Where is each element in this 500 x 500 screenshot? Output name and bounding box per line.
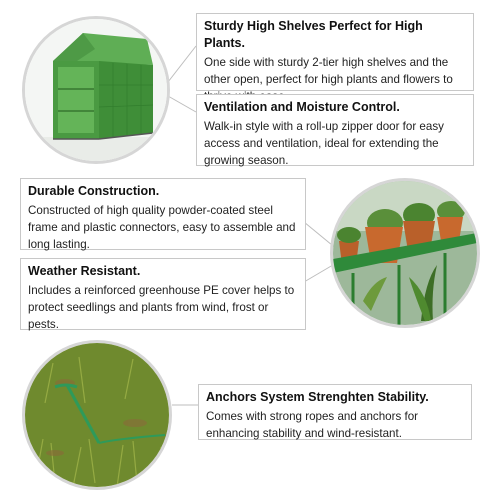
feature-text: Walk-in style with a roll-up zipper door for easy access and ventilation, ideal for extending the growing season. — [204, 120, 444, 167]
feature-card-weather — [20, 258, 306, 330]
feature-card-anchors — [198, 384, 472, 440]
anchor-grass-photo — [22, 340, 172, 490]
shelf-plants-photo — [330, 178, 480, 328]
feature-card-ventilation — [196, 94, 474, 166]
feature-text: Includes a reinforced greenhouse PE cover helps to protect seedlings and plants from wind, frost or pests. — [28, 284, 295, 331]
feature-title: Anchors System Strenghten Stability. — [206, 390, 429, 404]
feature-title: Weather Resistant. — [28, 264, 141, 278]
greenhouse-photo — [22, 16, 170, 164]
feature-card-construction — [20, 178, 306, 250]
feature-text: One side with sturdy 2-tier high shelves and the other open, perfect for high plants and flowers to — [204, 56, 453, 86]
feature-text: Comes with strong ropes and anchors for enhancing stability and wind-resistant. — [206, 410, 419, 440]
feature-text: Constructed of high quality powder-coated steel frame and plastic connectors, easy to assemble and long lasting. — [28, 204, 296, 251]
feature-title: Ventilation and Moisture Control. — [204, 100, 400, 114]
feature-title: Sturdy High Shelves Perfect for High Plants. — [204, 19, 423, 50]
feature-title: Durable Construction. — [28, 184, 160, 198]
feature-card-shelves — [196, 13, 474, 91]
